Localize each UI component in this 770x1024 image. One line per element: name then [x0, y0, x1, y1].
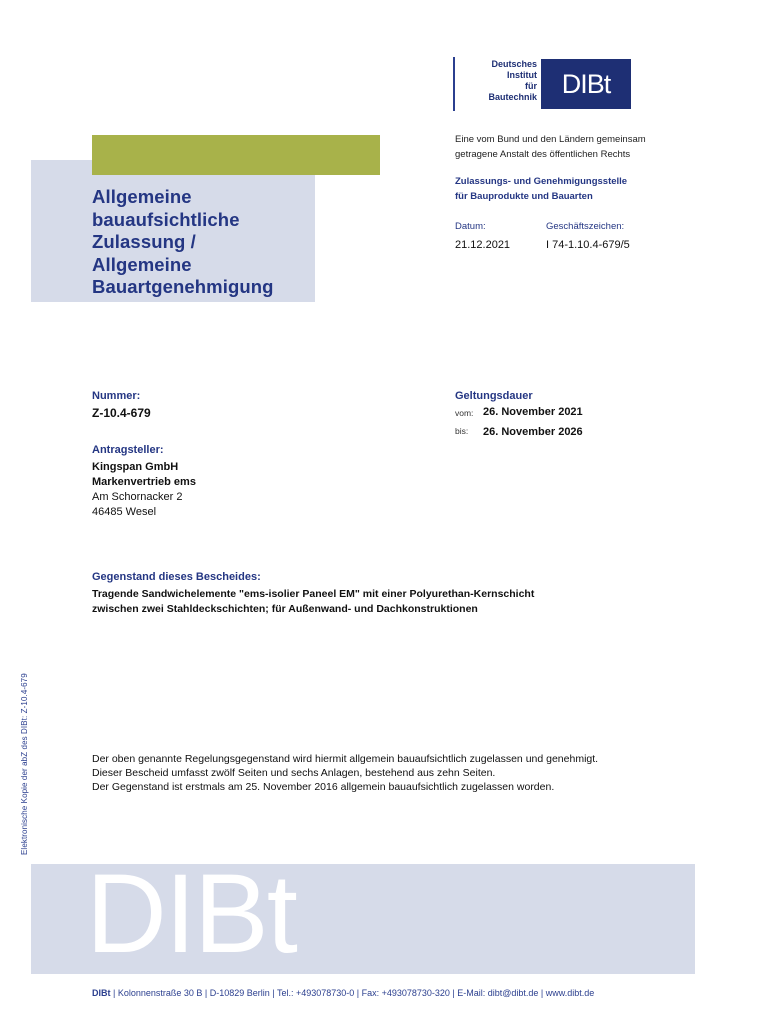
antragsteller-address	[92, 460, 196, 520]
gegenstand-line: Tragende Sandwichelemente "ems-isolier Paneel EM" mit einer Polyurethan-Kernschicht	[92, 588, 535, 600]
geschaeftszeichen-value: I 74-1.10.4-679/5	[546, 239, 630, 251]
agency-description: Eine vom Bund und den Ländern gemeinsam getragene Anstalt des öffentlichen Rechts	[455, 134, 646, 160]
title-line: Bauartgenehmigung	[92, 276, 274, 297]
antragsteller-label: Antragsteller:	[92, 444, 164, 456]
footer-contact	[92, 988, 594, 998]
nummer-value: Z-10.4-679	[92, 406, 151, 420]
geschaeftszeichen-label: Geschäftszeichen:	[546, 221, 625, 232]
footer-address: | Kolonnenstraße 30 B | D-10829 Berlin | Tel.: +493078730-0 | Fax: +493078730-320 | E-Mail: dibt@dibt.de | www.dibt.de	[110, 988, 595, 998]
title-line: Zulassung /	[92, 231, 196, 252]
datum-value: 21.12.2021	[455, 239, 511, 251]
body-paragraph: Dieser Bescheid umfasst zwölf Seiten und sechs Anlagen, bestehend aus zehn Seiten.	[92, 767, 496, 779]
datum-label: Datum:	[455, 221, 486, 232]
accent-bar	[92, 135, 380, 175]
gegenstand-label: Gegenstand dieses Bescheides:	[92, 571, 261, 583]
bis-label: bis:	[455, 426, 469, 436]
department-name: Zulassungs- und Genehmigungsstelle für Bauprodukte und Bauarten	[455, 176, 628, 202]
geltungsdauer-label: Geltungsdauer	[455, 390, 533, 402]
footer-logo: DIBt	[86, 851, 296, 976]
vom-value: 26. November 2021	[483, 406, 583, 418]
logo-institute-name: Deutsches Institut für Bautechnik	[488, 59, 537, 102]
gegenstand-line: zwischen zwei Stahldeckschichten; für Außenwand- und Dachkonstruktionen	[92, 603, 478, 615]
document-title	[92, 186, 322, 299]
dibt-logo	[453, 57, 633, 112]
antragsteller-city: 46485 Wesel	[92, 506, 157, 518]
title-line: Allgemeine	[92, 253, 192, 275]
antragsteller-street: Am Schornacker 2	[92, 491, 183, 503]
nummer-label: Nummer:	[92, 390, 141, 402]
logo-mark: DIBt	[541, 59, 631, 109]
antragsteller-company: Kingspan GmbH	[92, 461, 179, 473]
bis-value: 26. November 2026	[483, 426, 583, 438]
footer-brand: DIBt	[92, 988, 111, 998]
title-line: bauaufsichtliche	[92, 208, 240, 230]
body-paragraph: Der Gegenstand ist erstmals am 25. November 2016 allgemein bauaufsichtlich zugelassen worden.	[92, 781, 555, 793]
vom-label: vom:	[455, 408, 474, 418]
antragsteller-division: Markenvertrieb ems	[92, 476, 196, 488]
body-paragraph: Der oben genannte Regelungsgegenstand wird hiermit allgemein bauaufsichtlich zugelassen und genehmigt.	[92, 753, 599, 765]
title-line: Allgemeine	[92, 186, 192, 207]
gegenstand-text	[92, 587, 712, 617]
body-text	[92, 752, 672, 794]
electronic-copy-note: Elektronische Kopie der abZ des DIBt: Z-10.4-679	[20, 673, 29, 855]
